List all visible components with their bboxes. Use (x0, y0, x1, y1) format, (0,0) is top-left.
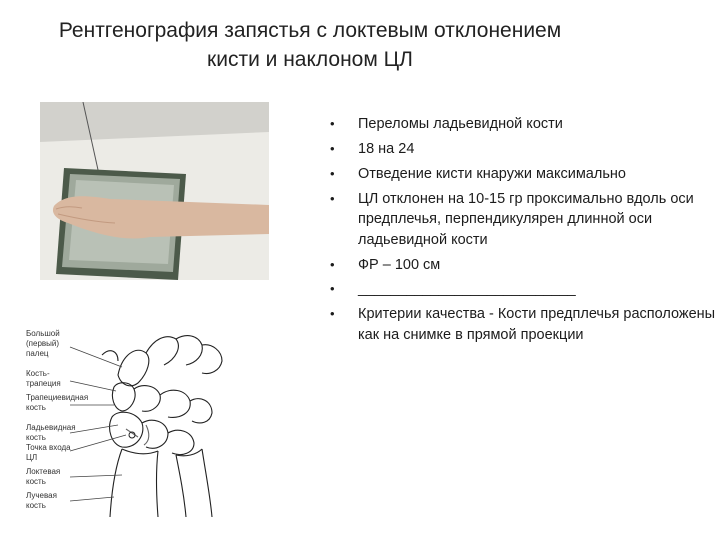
bullet-text: ___________________________ (358, 281, 576, 298)
bullet-dot: • (330, 256, 335, 272)
title-line-2: кисти и наклоном ЦЛ (207, 48, 413, 71)
bullet-dot: • (330, 306, 335, 322)
label-trapezium: Кость-трапеция (26, 369, 61, 388)
title-line-1: Рентгенография запястья с локтевым отклонением (58, 19, 562, 42)
wrist-bone-diagram (26, 325, 256, 517)
list-item (326, 114, 718, 135)
slide-title (0, 16, 620, 74)
bullet-dot: • (330, 281, 335, 297)
bullet-text: Отведение кисти кнаружи максимально (358, 165, 626, 182)
label-ulna: Локтевая кость (26, 467, 61, 486)
label-thumb: Большой (первый) палец (26, 329, 60, 358)
bullet-dot: • (330, 140, 335, 156)
bullet-text: ФР – 100 см (358, 256, 441, 273)
bullet-list (326, 114, 718, 350)
bullet-dot: • (330, 165, 335, 181)
label-trapezoid: Трапециевидная кость (26, 393, 89, 412)
bullet-dot: • (330, 190, 335, 206)
label-cl-entry: Точка входа ЦЛ (26, 443, 71, 462)
list-item (326, 164, 718, 185)
bullet-text: Критерии качества - Кости предплечья расположены как на снимке в прямой проекции (358, 306, 716, 343)
bullet-dot: • (330, 116, 335, 131)
bullet-text: ЦЛ отклонен на 10-15 гр проксимально вдоль оси предплечья, перпендикулярен длинной оси ладьевидной кости (358, 190, 694, 248)
list-item (326, 279, 718, 300)
list-item (326, 139, 718, 160)
label-scaphoid: Ладьевидная кость (26, 423, 76, 442)
list-item (326, 304, 718, 345)
bullet-text: Переломы ладьевидной кости (358, 116, 563, 132)
bullet-text: 18 на 24 (358, 140, 415, 157)
label-radius: Лучевая кость (26, 491, 57, 510)
list-item (326, 255, 718, 276)
list-item (326, 189, 718, 251)
positioning-photo (40, 102, 269, 280)
